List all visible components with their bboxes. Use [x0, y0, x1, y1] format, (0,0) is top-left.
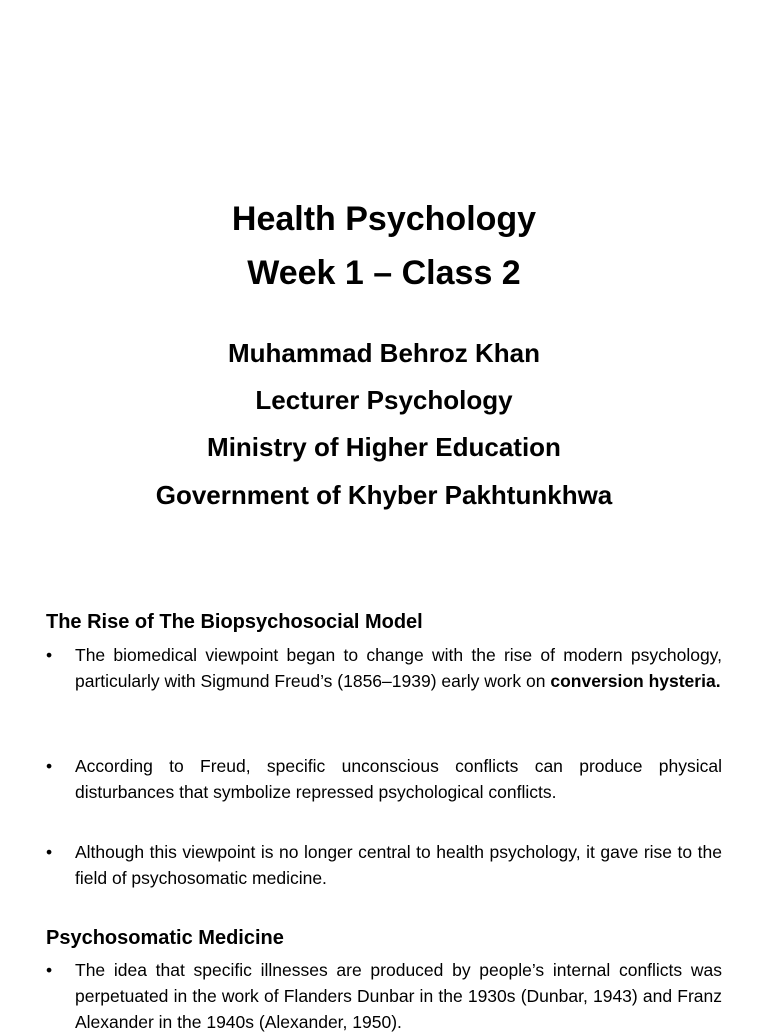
bullet-item: [46, 839, 722, 891]
bullet-text: [75, 642, 722, 694]
bullet-dot: •: [46, 645, 53, 665]
bullet-text: Although this viewpoint is no longer central to health psychology, it gave rise to the field of psychosomatic medicine.: [75, 842, 722, 888]
bullet-text: According to Freud, specific unconscious conflicts can produce physical disturbances that symbolize repressed psychological conflicts.: [75, 756, 722, 802]
bullet-text-bold: conversion hysteria.: [550, 671, 721, 691]
bullet-dot: •: [46, 842, 53, 862]
presenter-role: Lecturer Psychology: [255, 385, 513, 415]
presenter-ministry: Ministry of Higher Education: [207, 432, 561, 462]
bullet-item: [46, 957, 722, 1035]
slide-subtitle-week: Week 1 – Class 2: [247, 254, 521, 292]
bullet-dot: •: [46, 756, 53, 776]
bullet-item: [46, 642, 722, 694]
bullet-text-body: The biomedical viewpoint began to change with the rise of modern psychology, particularly with Sigmund Freud’s (1856–1939) early work on: [75, 645, 722, 691]
section-heading-psychosomatic: Psychosomatic Medicine: [46, 927, 284, 949]
presenter-government: Government of Khyber Pakhtunkhwa: [155, 480, 613, 510]
section-heading-biopsychosocial: The Rise of The Biopsychosocial Model: [46, 611, 423, 633]
slide-title: Health Psychology: [231, 200, 537, 238]
bullet-item: [46, 753, 722, 805]
bullet-text: The idea that specific illnesses are produced by people’s internal conflicts was perpetuated in the work of Flanders Dunbar in the 1930s (Dunbar, 1943) and Franz Alexander in the 1940s (Alexander, 1950).: [75, 960, 722, 1032]
presenter-name: Muhammad Behroz Khan: [227, 338, 541, 368]
bullet-dot: •: [46, 960, 53, 980]
